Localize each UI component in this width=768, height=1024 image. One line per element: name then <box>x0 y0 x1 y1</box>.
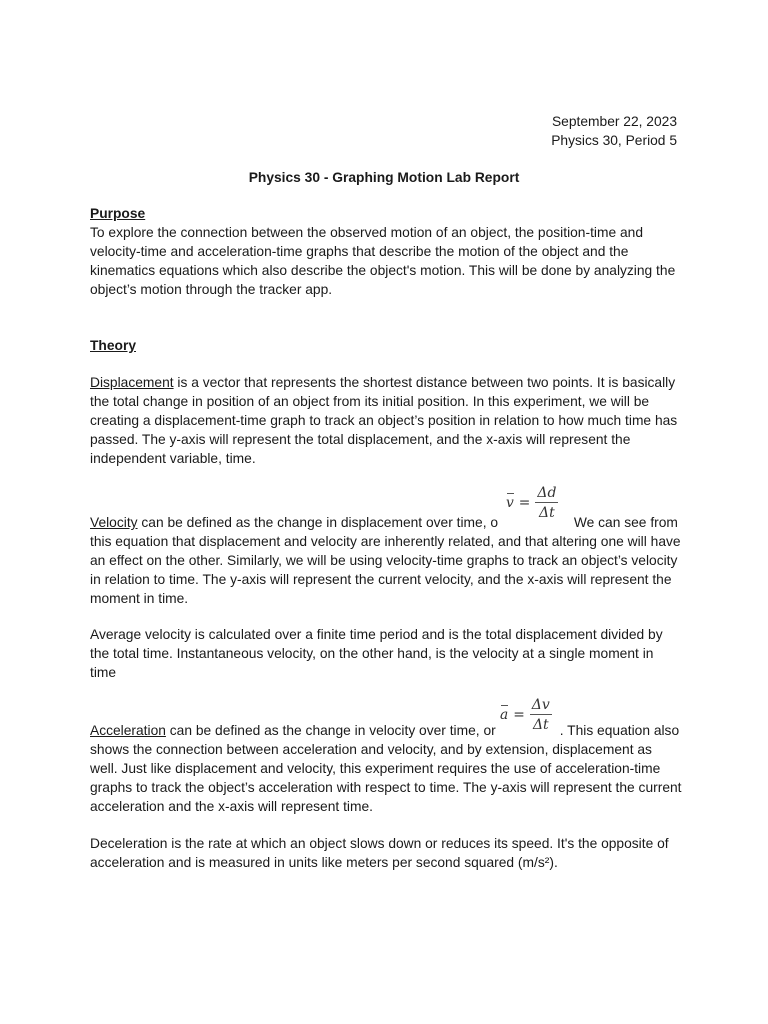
acceleration-term: Acceleration <box>90 723 166 738</box>
velocity-term: Velocity <box>90 515 138 530</box>
acceleration-equals: = <box>513 706 525 723</box>
purpose-text: To explore the connection between the observed motion of an object, the position-time and velocity-time and acceleration-time graphs that describe the motion of the object and the kinematics equations which also describe the object's motion. This will be done by analyzing the object’s motion through the tracker app. <box>90 224 676 297</box>
acceleration-numerator: Δv <box>531 697 550 713</box>
theory-heading: Theory <box>90 338 136 353</box>
velocity-symbol: v <box>506 494 514 511</box>
velocity-denominator: Δt <box>539 505 555 521</box>
acceleration-denominator: Δt <box>532 717 549 733</box>
course-period: Physics 30, Period 5 <box>551 133 677 148</box>
average-velocity-text: Average velocity is calculated over a finite time period and is the total displacement divided by the total time. Instantaneous velocity, on the other hand, is the velocity at a single moment in time <box>90 627 663 680</box>
velocity-numerator: Δd <box>537 485 557 501</box>
acceleration-text-before: can be defined as the change in velocity over time, or <box>165 723 496 738</box>
purpose-section <box>90 205 682 300</box>
acceleration-paragraph <box>90 722 682 817</box>
acceleration-symbol: a <box>500 706 509 723</box>
acceleration-text-after: . This equation also shows the connection between acceleration and velocity, and by extension, displacement as well. Just like displacement and velocity, this experiment requires the use of acceleration-time graphs to track the object’s acceleration with respect to time. The y-axis will represent the current acceleration and the x-axis will represent time. <box>90 723 682 814</box>
velocity-text-before: can be defined as the change in displacement over time, o <box>137 515 499 530</box>
displacement-term: Displacement <box>90 375 174 390</box>
theory-heading-wrap <box>90 337 682 356</box>
deceleration-text: Deceleration is the rate at which an object slows down or reduces its speed. It's the opposite of acceleration and is measured in units like meters per second squared (m/s²). <box>90 836 669 870</box>
report-title: Physics 30 - Graphing Motion Lab Report <box>248 170 520 185</box>
displacement-text: is a vector that represents the shortest distance between two points. It is basically the total change in position of an object from its initial position. In this experiment, we will be creating a displacement-time graph to track an object’s position in relation to how much time has passed. The y-axis will represent the total displacement, and the x-axis will represent the independent variable, time. <box>90 375 678 466</box>
report-header <box>551 112 677 150</box>
report-date: September 22, 2023 <box>551 114 677 129</box>
velocity-text-after: We can see from this equation that displacement and velocity are inherently related, and that altering one will have an effect on the other. Similarly, we will be using velocity-time graphs to track an object’s velocity in relation to time. The y-axis will represent the current velocity, and the x-axis will represent the moment in time. <box>90 515 681 606</box>
velocity-paragraph <box>90 514 682 609</box>
velocity-equals: = <box>518 494 531 511</box>
deceleration-paragraph <box>90 835 682 873</box>
average-velocity-paragraph <box>90 626 682 683</box>
displacement-paragraph <box>90 374 682 469</box>
purpose-heading: Purpose <box>90 206 146 221</box>
